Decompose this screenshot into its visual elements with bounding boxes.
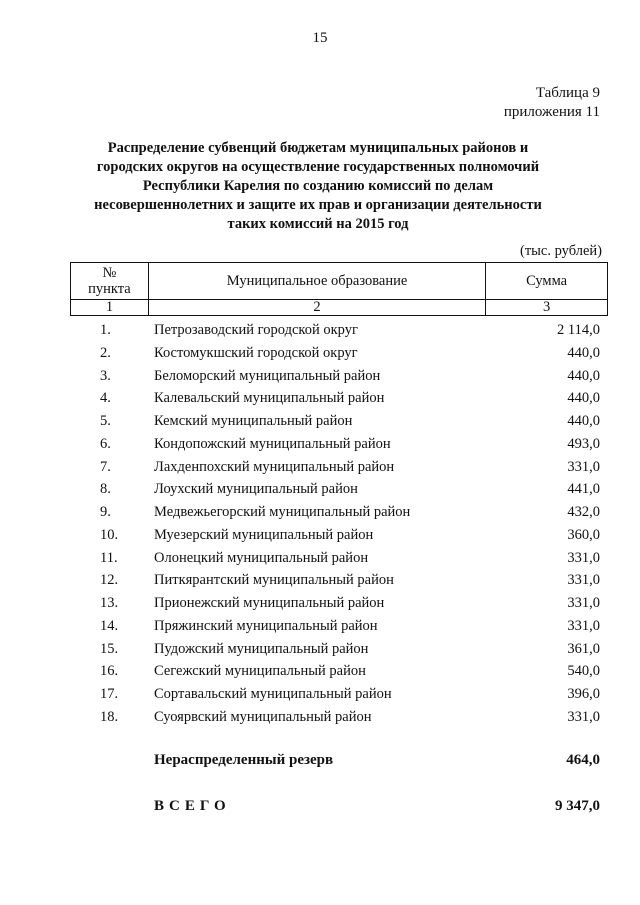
table-ref-line2: приложения 11 — [503, 104, 600, 120]
table-row — [70, 593, 608, 616]
column-index-3: 3 — [486, 300, 608, 316]
row-number: 15. — [100, 640, 119, 657]
header-row — [71, 263, 608, 300]
header-num-line2: пункта — [88, 281, 131, 297]
row-municipality: Суоярвский муниципальный район — [154, 708, 372, 725]
row-number: 1. — [100, 322, 111, 338]
row-amount: 2 114,0 — [557, 322, 600, 338]
row-number: 17. — [100, 686, 119, 702]
row-amount: 331,0 — [567, 708, 600, 725]
row-amount: 331,0 — [567, 458, 600, 475]
table-row — [70, 548, 608, 571]
row-number: 5. — [100, 413, 111, 429]
row-municipality: Калевальский муниципальный район — [154, 390, 385, 407]
reserve-label: Нераспределенный резерв — [154, 752, 334, 768]
row-amount: 331,0 — [567, 617, 600, 634]
row-number: 10. — [100, 526, 119, 543]
title-line: Распределение субвенций бюджетам муниципальных районов и — [107, 140, 529, 156]
table-ref-line1: Таблица 9 — [535, 85, 600, 101]
table-row — [70, 457, 608, 480]
table-row — [70, 411, 608, 434]
table-row — [70, 434, 608, 457]
table-row — [70, 479, 608, 502]
row-amount: 440,0 — [567, 344, 600, 361]
row-number: 6. — [100, 435, 111, 452]
row-municipality: Сегежский муниципальный район — [154, 663, 366, 680]
table-row — [70, 707, 608, 730]
row-amount: 331,0 — [567, 572, 600, 589]
row-number: 11. — [100, 549, 118, 566]
table-row — [70, 388, 608, 411]
row-amount: 441,0 — [567, 481, 600, 498]
page-number: 15 — [312, 30, 328, 46]
row-amount: 360,0 — [567, 526, 600, 543]
total-label: ВСЕГО — [154, 798, 231, 814]
row-amount: 493,0 — [567, 435, 600, 452]
row-number: 8. — [100, 481, 111, 498]
table-row — [70, 616, 608, 639]
header-sum-cell: Сумма — [486, 263, 608, 300]
table-row — [70, 525, 608, 548]
title-line: таких комиссий на 2015 год — [227, 216, 409, 232]
row-municipality: Пряжинский муниципальный район — [154, 617, 378, 634]
row-amount: 440,0 — [567, 390, 600, 407]
row-number: 16. — [100, 663, 119, 680]
row-municipality: Кондопожский муниципальный район — [154, 435, 391, 452]
row-amount: 331,0 — [567, 595, 600, 611]
units-label: (тыс. рублей) — [520, 243, 602, 259]
row-number: 4. — [100, 390, 111, 407]
row-amount: 540,0 — [567, 663, 600, 680]
row-number: 13. — [100, 595, 119, 611]
table-row — [70, 639, 608, 662]
row-municipality: Петрозаводский городской округ — [154, 322, 358, 338]
row-municipality: Питкярантский муниципальный район — [154, 572, 394, 589]
row-number: 9. — [100, 504, 111, 520]
header-name-cell: Муниципальное образование — [148, 263, 485, 300]
table-row — [70, 684, 608, 707]
row-amount: 331,0 — [567, 549, 600, 566]
table-header — [70, 262, 608, 316]
table-row — [70, 320, 608, 343]
row-municipality: Беломорский муниципальный район — [154, 367, 381, 384]
row-number: 7. — [100, 458, 111, 475]
row-amount: 396,0 — [567, 686, 600, 702]
row-amount: 440,0 — [567, 413, 600, 429]
row-municipality: Лоухский муниципальный район — [154, 481, 358, 498]
row-municipality: Муезерский муниципальный район — [154, 526, 374, 543]
row-municipality: Кемский муниципальный район — [154, 413, 353, 429]
row-number: 2. — [100, 344, 111, 361]
total-amount: 9 347,0 — [555, 798, 600, 814]
row-amount: 440,0 — [567, 367, 600, 384]
row-municipality: Пудожский муниципальный район — [154, 640, 369, 657]
document-title — [78, 139, 558, 234]
row-municipality: Лахденпохский муниципальный район — [154, 458, 395, 475]
row-number: 18. — [100, 708, 119, 725]
column-index-2: 2 — [148, 300, 485, 316]
row-number: 14. — [100, 617, 119, 634]
row-municipality: Олонецкий муниципальный район — [154, 549, 369, 566]
row-number: 3. — [100, 367, 111, 384]
table-row — [70, 661, 608, 684]
title-line: Республики Карелия по созданию комиссий по делам — [142, 178, 494, 194]
table-body — [70, 320, 608, 730]
reserve-amount: 464,0 — [566, 752, 600, 768]
row-municipality: Костомукшский городской округ — [154, 344, 358, 361]
title-line: городских округов на осуществление государственных полномочий — [96, 159, 540, 175]
row-municipality: Прионежский муниципальный район — [154, 595, 385, 611]
row-amount: 432,0 — [567, 504, 600, 520]
table-row — [70, 343, 608, 366]
table-row — [70, 366, 608, 389]
header-num-line1: № — [102, 265, 117, 281]
table-reference — [504, 84, 600, 122]
table-row — [70, 502, 608, 525]
row-municipality: Медвежьегорский муниципальный район — [154, 504, 411, 520]
row-municipality: Сортавальский муниципальный район — [154, 686, 392, 702]
column-index-row — [71, 300, 608, 316]
row-amount: 361,0 — [567, 640, 600, 657]
header-num-cell — [71, 263, 149, 300]
title-line: несовершеннолетних и защите их прав и организации деятельности — [94, 197, 542, 213]
table-row — [70, 570, 608, 593]
column-index-1: 1 — [71, 300, 149, 316]
row-number: 12. — [100, 572, 119, 589]
